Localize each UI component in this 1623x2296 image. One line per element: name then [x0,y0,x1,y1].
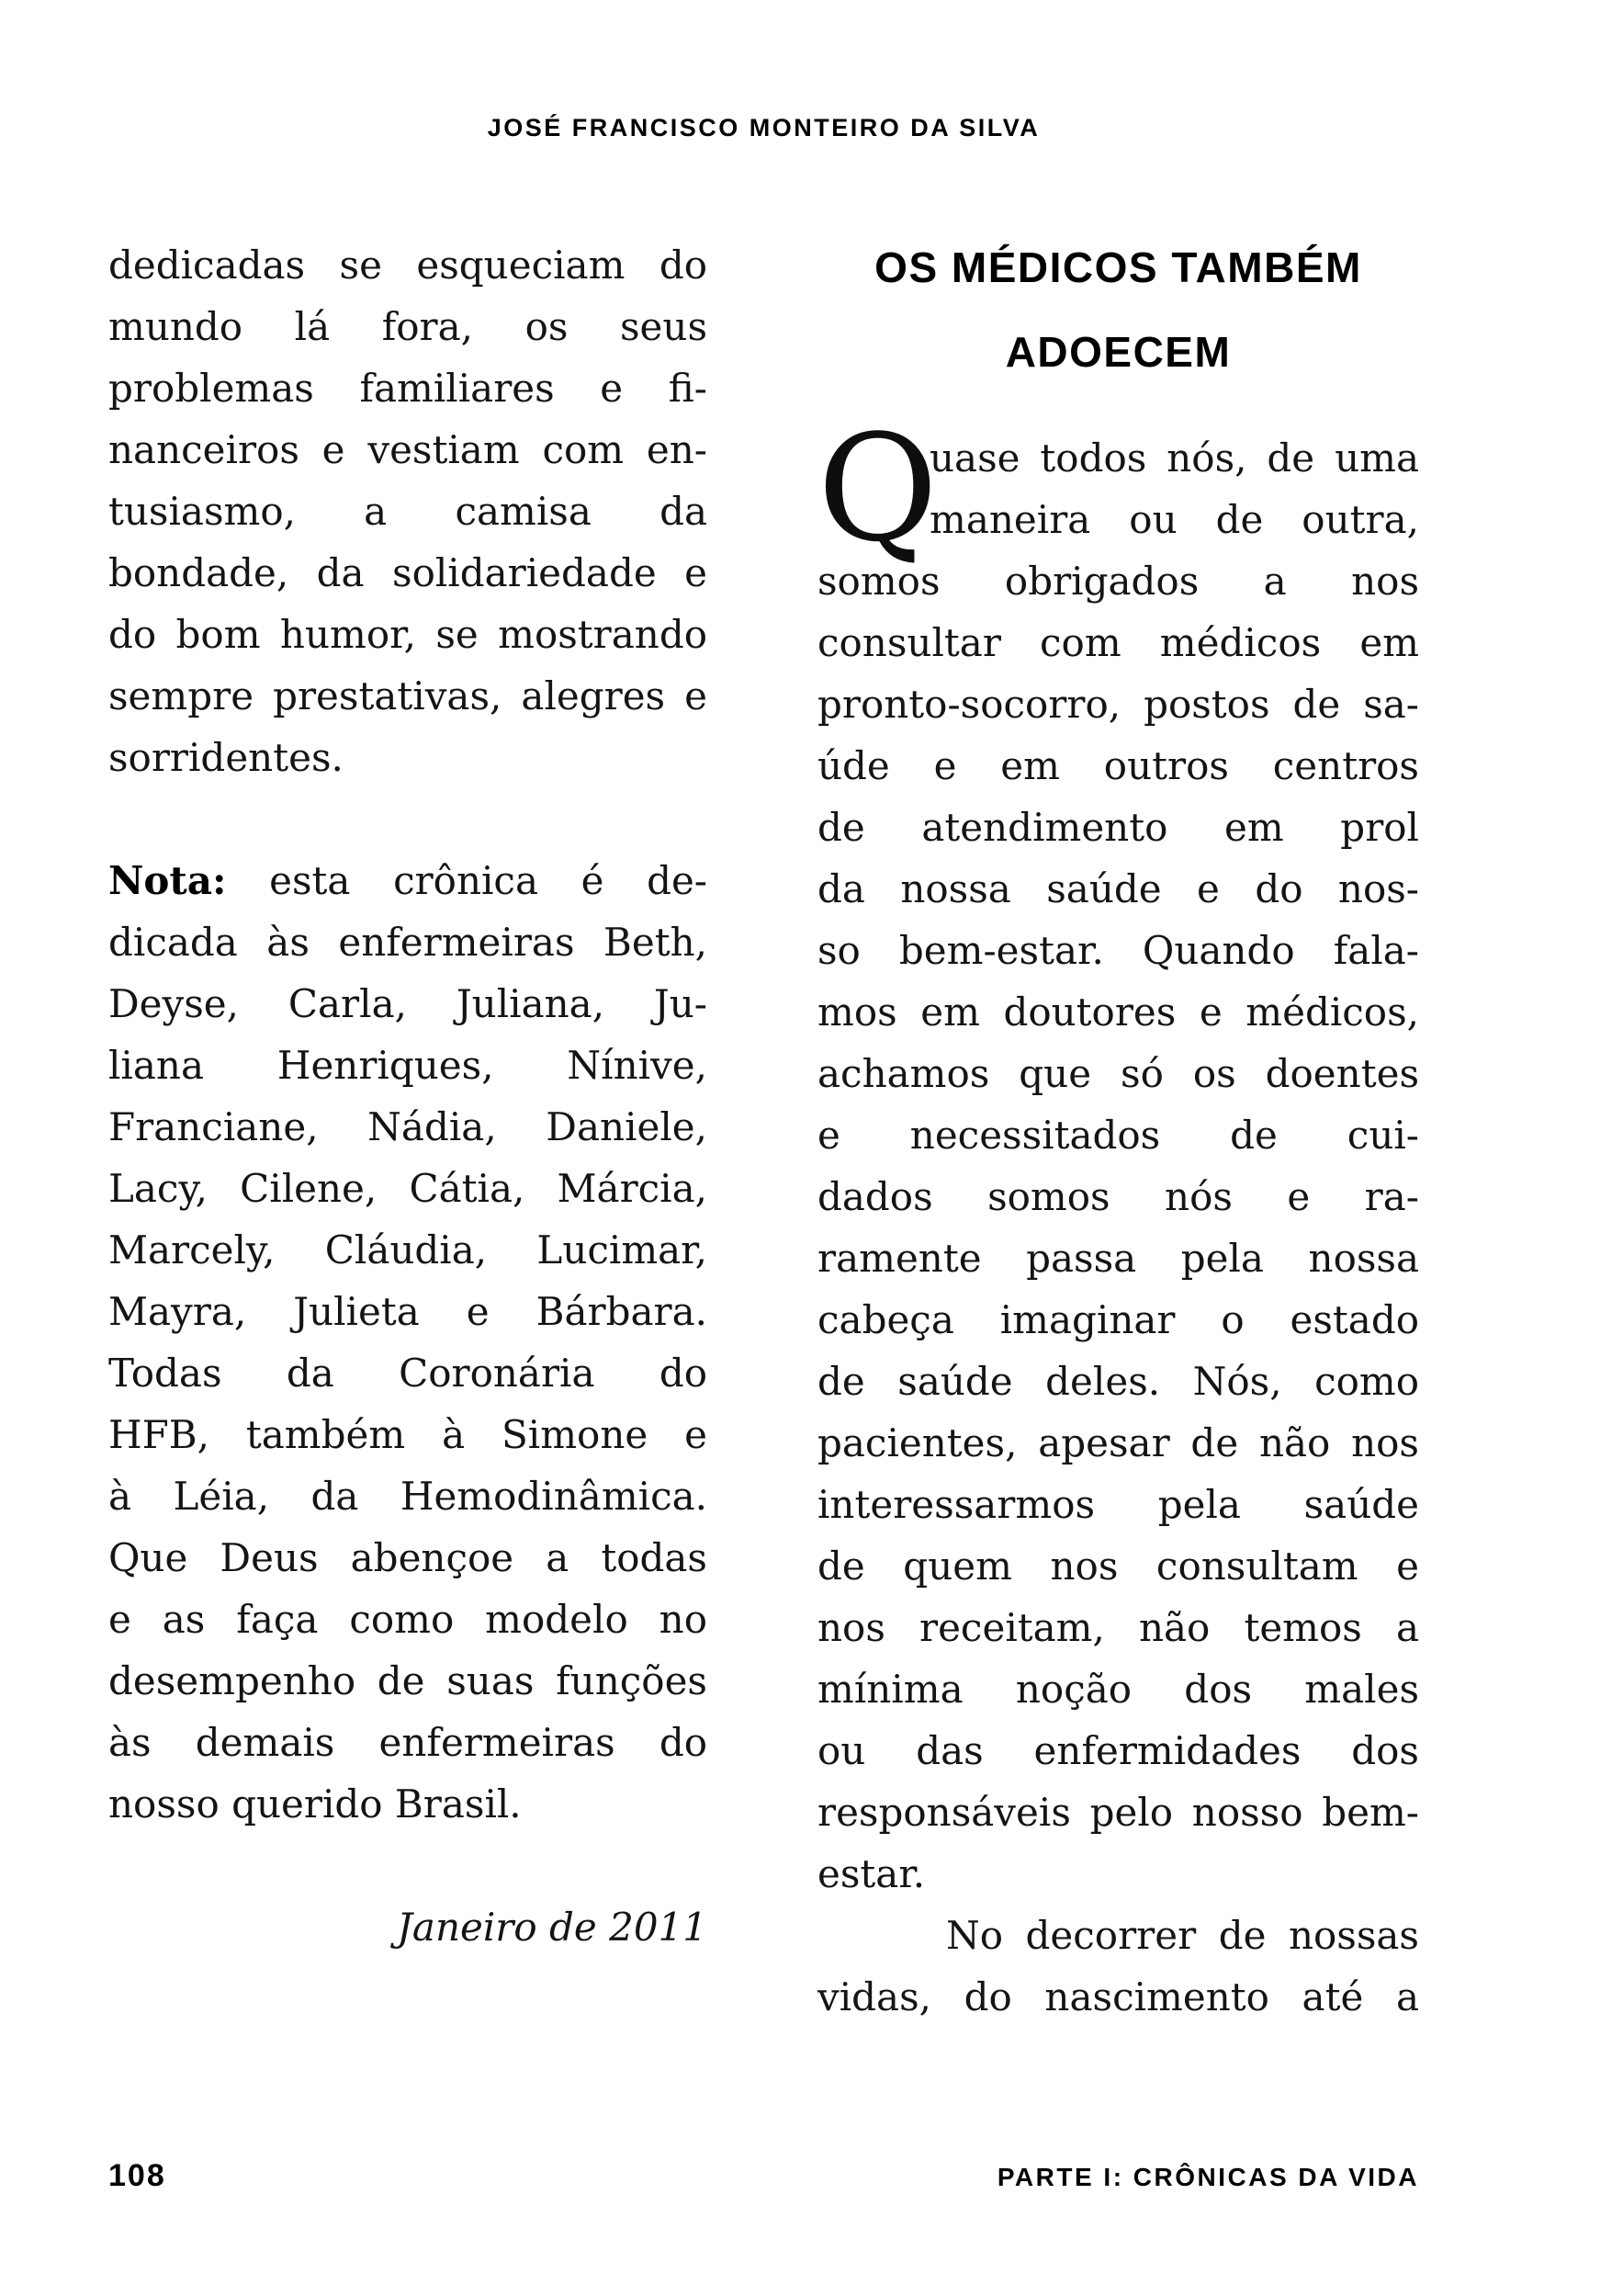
date-line: Janeiro de 2011 [397,1905,707,1950]
text-line: de atendimento em prol [817,805,1419,850]
text-line: dicada às enfermeiras Beth, [108,920,707,965]
text-line: úde e em outros centros [817,743,1419,788]
paragraph-lines [817,402,1419,1905]
text-line: uase todos nós, de uma [930,435,1419,481]
text-line: Mayra, Julieta e Bárbara. [108,1289,707,1334]
text-line: sorridentes. [108,735,344,780]
text-line: ramente passa pela nossa [817,1236,1419,1281]
left-column [108,225,707,2028]
text-line: liana Henriques, Nínive, [108,1043,707,1088]
page-number: 108 [108,2158,166,2193]
paragraph-lines [817,1905,1419,2028]
text-line: desempenho de suas funções [108,1658,707,1703]
text-line: OS MÉDICOS TAMBÉM [874,243,1362,291]
paragraph-no-decorrer [817,1905,1419,2028]
text-line: achamos que só os doentes [817,1051,1419,1096]
text-line: nos receitam, não temos a [817,1605,1419,1650]
footer-section-title: PARTE I: CRÔNICAS DA VIDA [997,2163,1419,2191]
text-line: estar. [817,1851,926,1896]
text-line: às demais enfermeiras do [108,1720,707,1765]
note-label: Nota: [108,858,227,903]
text-line: pronto-socorro, postos de sa- [817,682,1419,727]
paragraph-lines [108,234,707,788]
text-line: ou das enfermidades dos [817,1728,1419,1773]
text-line: HFB, também à Simone e [108,1412,707,1457]
text-line: bondade, da solidariedade e [108,550,707,595]
paragraph-quase-todos [817,402,1419,1905]
text-line: problemas familiares e fi- [108,366,707,411]
right-column [817,225,1419,2028]
text-line: nanceiros e vestiam com en- [108,427,707,472]
text-line: No decorrer de nossas [946,1913,1419,1958]
text-line: e necessitados de cui- [817,1113,1419,1158]
text-line: Franciane, Nádia, Daniele, [108,1104,707,1149]
paragraph-lines [108,911,707,1835]
text-line: à Léia, da Hemodinâmica. [108,1474,707,1519]
text-line: dados somos nós e ra- [817,1174,1419,1219]
text-line: sempre prestativas, alegres e [108,673,707,718]
text-line: somos obrigados a nos [817,559,1419,604]
text-line: maneira ou de outra, [930,497,1419,542]
text-line: de saúde deles. Nós, como [817,1359,1419,1404]
text-line: interessarmos pela saúde [817,1482,1419,1527]
text-line: Todas da Coronária do [108,1351,707,1396]
text-line: mundo lá fora, os seus [108,304,707,349]
chapter-title-lines [817,225,1419,394]
text-line: ADOECEM [1005,328,1232,376]
text-line: mínima noção dos males [817,1667,1419,1712]
text-line: Marcely, Cláudia, Lucimar, [108,1227,707,1272]
text-line [108,850,707,911]
text-line: consultar com médicos em [817,620,1419,665]
text-line: pacientes, apesar de não nos [817,1420,1419,1465]
text-line: responsáveis pelo nosso bem- [817,1790,1419,1835]
running-head-author: JOSÉ FRANCISCO MONTEIRO DA SILVA [487,114,1041,141]
text-line: mos em doutores e médicos, [817,990,1419,1035]
text-line: cabeça imaginar o estado [817,1297,1419,1342]
text-line: do bom humor, se mostrando [108,612,707,657]
text-line: vidas, do nascimento até a [817,1974,1419,2019]
text-line: Deyse, Carla, Juliana, Ju- [108,981,707,1026]
paragraph-dedicadas [108,234,707,788]
page-footer [108,2157,1419,2196]
paragraph-nota [108,850,707,1835]
text-line: dedicadas se esqueciam do [108,243,707,288]
text-line: tusiasmo, a camisa da [108,489,707,534]
text-line: so bem-estar. Quando fala- [817,928,1419,973]
note-first-line-rest: esta crônica é de- [226,858,707,903]
chapter-title [817,225,1419,394]
text-line: Lacy, Cilene, Cátia, Márcia, [108,1166,707,1211]
two-column-text [108,225,1419,2028]
text-line: da nossa saúde e do nos- [817,866,1419,911]
text-line: Que Deus abençoe a todas [108,1535,707,1580]
text-line: de quem nos consultam e [817,1544,1419,1589]
dropcap-letter: Q [817,402,939,574]
text-line: nosso querido Brasil. [108,1781,522,1827]
text-line: e as faça como modelo no [108,1597,707,1642]
